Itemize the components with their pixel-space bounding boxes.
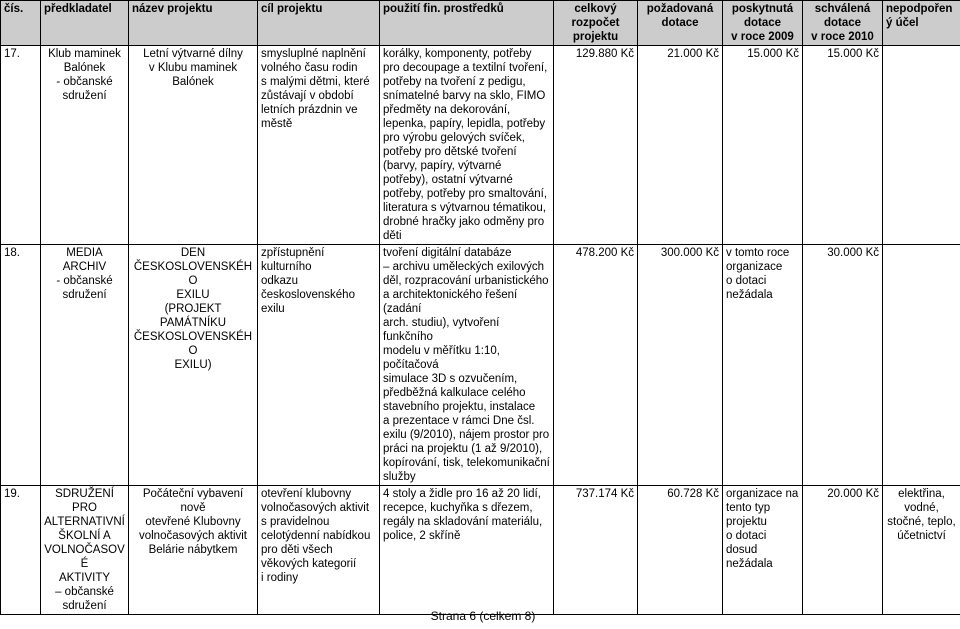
col-header-project-name: název projektu bbox=[129, 1, 258, 46]
funds-use-cell: korálky, komponenty, potřeby pro decoupage a textilní tvoření, potřeby na tvoření z pedigu, snímatelné barvy na sklo, FIMO předměty na dekorování, lepenka, papíry, lepidla, potřeby pro výrobu gelových svíček, potřeby pro dětské tvoření (barvy, papíry, výtvarné potřeby), ostatní výtvarné potřeby, potřeby pro smaltování, literatura s výtvarnou tématikou, drobné hračky jako odměny pro děti bbox=[380, 46, 554, 245]
total-budget-cell: 129.880 Kč bbox=[554, 46, 638, 245]
requested-grant-cell: 60.728 Kč bbox=[638, 486, 723, 615]
col-header-unsupported-purpose: nepodpořený účel bbox=[883, 1, 960, 46]
requested-grant-cell: 21.000 Kč bbox=[638, 46, 723, 245]
unsupported-purpose-cell bbox=[883, 46, 960, 245]
col-header-requested-grant: požadovaná dotace bbox=[638, 1, 723, 46]
total-budget-cell: 737.174 Kč bbox=[554, 486, 638, 615]
col-header-granted-2009: poskytnutá dotace v roce 2009 bbox=[723, 1, 803, 46]
project-goal-cell: otevření klubovny volnočasových aktivit s pravidelnou celotýdenní nabídkou pro děti všech věkových kategorií i rodiny bbox=[258, 486, 380, 615]
col-header-total-budget: celkový rozpočet projektu bbox=[554, 1, 638, 46]
row-number: 18. bbox=[1, 245, 41, 486]
project-name-cell: Počáteční vybavení nově otevřené Klubovny volnočasových aktivit Belárie nábytkem bbox=[129, 486, 258, 615]
applicant-cell: Klub maminek Balónek - občanské sdružení bbox=[41, 46, 129, 245]
funds-use-cell: tvoření digitální databáze – archivu uměleckých exilových děl, rozpracování urbanistického a architektonického řešení (zadání arch. studiu), vytvoření funkčního modelu v měřítku 1:10, počítačová simulace 3D s ozvučením, předběžná kalkulace celého stavebního projektu, instalace a prezentace v rámci Dne čsl. exilu (9/2010), nájem prostor pro práci na projektu (1 až 9/2010), kopírování, tisk, telekomunikační služby bbox=[380, 245, 554, 486]
unsupported-purpose-cell: elektřina, vodné, stočné, teplo, účetnictví bbox=[883, 486, 960, 615]
table-row bbox=[1, 486, 960, 615]
col-header-applicant: předkladatel bbox=[41, 1, 129, 46]
granted-2009-cell: organizace na tento typ projektu o dotaci dosud nežádala bbox=[723, 486, 803, 615]
project-name-cell: DEN ČESKOSLOVENSKÉHO EXILU (PROJEKT PAMÁTNÍKU ČESKOSLOVENSKÉHO EXILU) bbox=[129, 245, 258, 486]
table-row bbox=[1, 245, 960, 486]
table-row bbox=[1, 46, 960, 245]
project-goal-cell: zpřístupnění kulturního odkazu československého exilu bbox=[258, 245, 380, 486]
approved-2010-cell: 30.000 Kč bbox=[803, 245, 883, 486]
page-footer bbox=[0, 609, 960, 623]
col-header-approved-2010: schválená dotace v roce 2010 bbox=[803, 1, 883, 46]
col-header-funds-use: použití fin. prostředků bbox=[380, 1, 554, 46]
project-name-cell: Letní výtvarné dílny v Klubu maminek Balónek bbox=[129, 46, 258, 245]
total-budget-cell: 478.200 Kč bbox=[554, 245, 638, 486]
col-header-number: čís. bbox=[1, 1, 41, 46]
approved-2010-cell: 20.000 Kč bbox=[803, 486, 883, 615]
col-header-project-goal: cíl projektu bbox=[258, 1, 380, 46]
granted-2009-cell: 15.000 Kč bbox=[723, 46, 803, 245]
funds-use-cell: 4 stoly a židle pro 16 až 20 lidí, recepce, kuchyňka s dřezem, regály na skladování materiálu, police, 2 skříně bbox=[380, 486, 554, 615]
applicant-cell: MEDIA ARCHIV - občanské sdružení bbox=[41, 245, 129, 486]
page-number: Strana 6 (celkem 8) bbox=[430, 609, 536, 623]
project-goal-cell: smysluplné naplnění volného času rodin s malými dětmi, které zůstávají v období letních prázdnin ve městě bbox=[258, 46, 380, 245]
applicant-cell: SDRUŽENÍ PRO ALTERNATIVNÍ ŠKOLNÍ A VOLNOČASOVÉ AKTIVITY – občanské sdružení bbox=[41, 486, 129, 615]
granted-2009-cell: v tomto roce organizace o dotaci nežádala bbox=[723, 245, 803, 486]
row-number: 19. bbox=[1, 486, 41, 615]
table-header-row bbox=[1, 1, 960, 46]
approved-2010-cell: 15.000 Kč bbox=[803, 46, 883, 245]
row-number: 17. bbox=[1, 46, 41, 245]
requested-grant-cell: 300.000 Kč bbox=[638, 245, 723, 486]
unsupported-purpose-cell bbox=[883, 245, 960, 486]
